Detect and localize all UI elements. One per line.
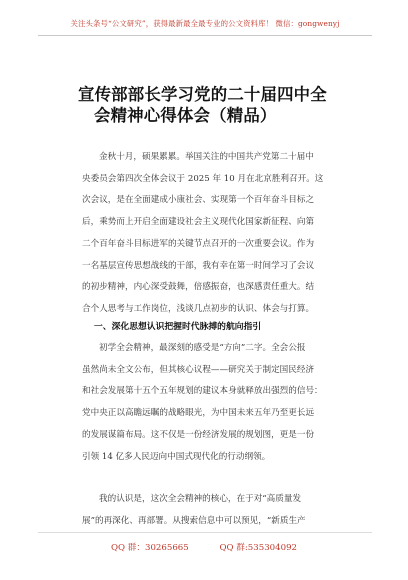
title-line-1: 宣传部部长学习党的二十届四中全: [78, 85, 327, 104]
document-title: [78, 84, 358, 126]
footer-qq-group-1: QQ 群：30265665: [110, 543, 189, 553]
intro-paragraph: [82, 147, 352, 321]
text-line: 引领 14 亿多人民迈向中国式现代化的行动纲领。: [82, 451, 271, 462]
text-line: 党中央正以高瞻远瞩的战略眼光，为中国未来五年乃至更长远: [82, 408, 315, 419]
text-line: 展”的再深化、再部署。从搜索信息中可以预见，“新质生产: [82, 515, 306, 526]
text-line: 和社会发展第十五个五年规划的建议本身就释放出强烈的信号：: [82, 386, 323, 397]
header-divider: [38, 35, 372, 36]
section-1-paragraph-1: [82, 338, 352, 468]
text-line: 初学全会精神，最深刻的感受是“方向”二字。全会公报: [99, 343, 306, 353]
text-line: 合个人思考与工作岗位，浅谈几点初步的认识、体会与打算。: [82, 303, 315, 314]
text-line: 的初步精神，内心深受鼓舞，倍感振奋，也深感责任重大。结: [82, 282, 315, 293]
text-line: 央委员会第四次全体会议于 2025 年 10 月在北京胜利召开。这: [82, 173, 324, 184]
footer: [0, 541, 408, 553]
text-line: 一名基层宣传思想战线的干部，我有幸在第一时间学习了会议: [82, 260, 315, 271]
section-heading-1: 一、深化思想认识把握时代脉搏的航向指引: [94, 322, 262, 332]
text-line: 金秋十月，硕果累累。举国关注的中国共产党第二十届中: [99, 152, 314, 162]
text-line: 我的认识是，这次全会精神的核心，在于对“高质量发: [99, 494, 302, 504]
footer-divider: [38, 532, 372, 533]
text-line: 次会议，是在全面建成小康社会、实现第一个百年奋斗目标之: [82, 195, 315, 206]
text-line: 的发展谋篇布局。这不仅是一份经济发展的规划图，更是一份: [82, 429, 315, 440]
section-1-paragraph-2: [82, 489, 352, 532]
text-line: 后，乘势而上开启全面建设社会主义现代化国家新征程、向第: [82, 217, 315, 228]
text-line: 虽然尚未全文公布，但其核心议程——研究关于制定国民经济: [82, 364, 315, 375]
header-banner: 关注头条号“公文研究”，获得最新最全最专业的公文资料库！ 微信：gongwenyj: [70, 19, 340, 28]
footer-qq-group-2: QQ 群:535304092: [219, 543, 298, 553]
text-line: 二个百年奋斗目标进军的关键节点召开的一次重要会议。作为: [82, 238, 315, 249]
title-line-2: 会精神心得体会（精品）: [94, 106, 277, 125]
